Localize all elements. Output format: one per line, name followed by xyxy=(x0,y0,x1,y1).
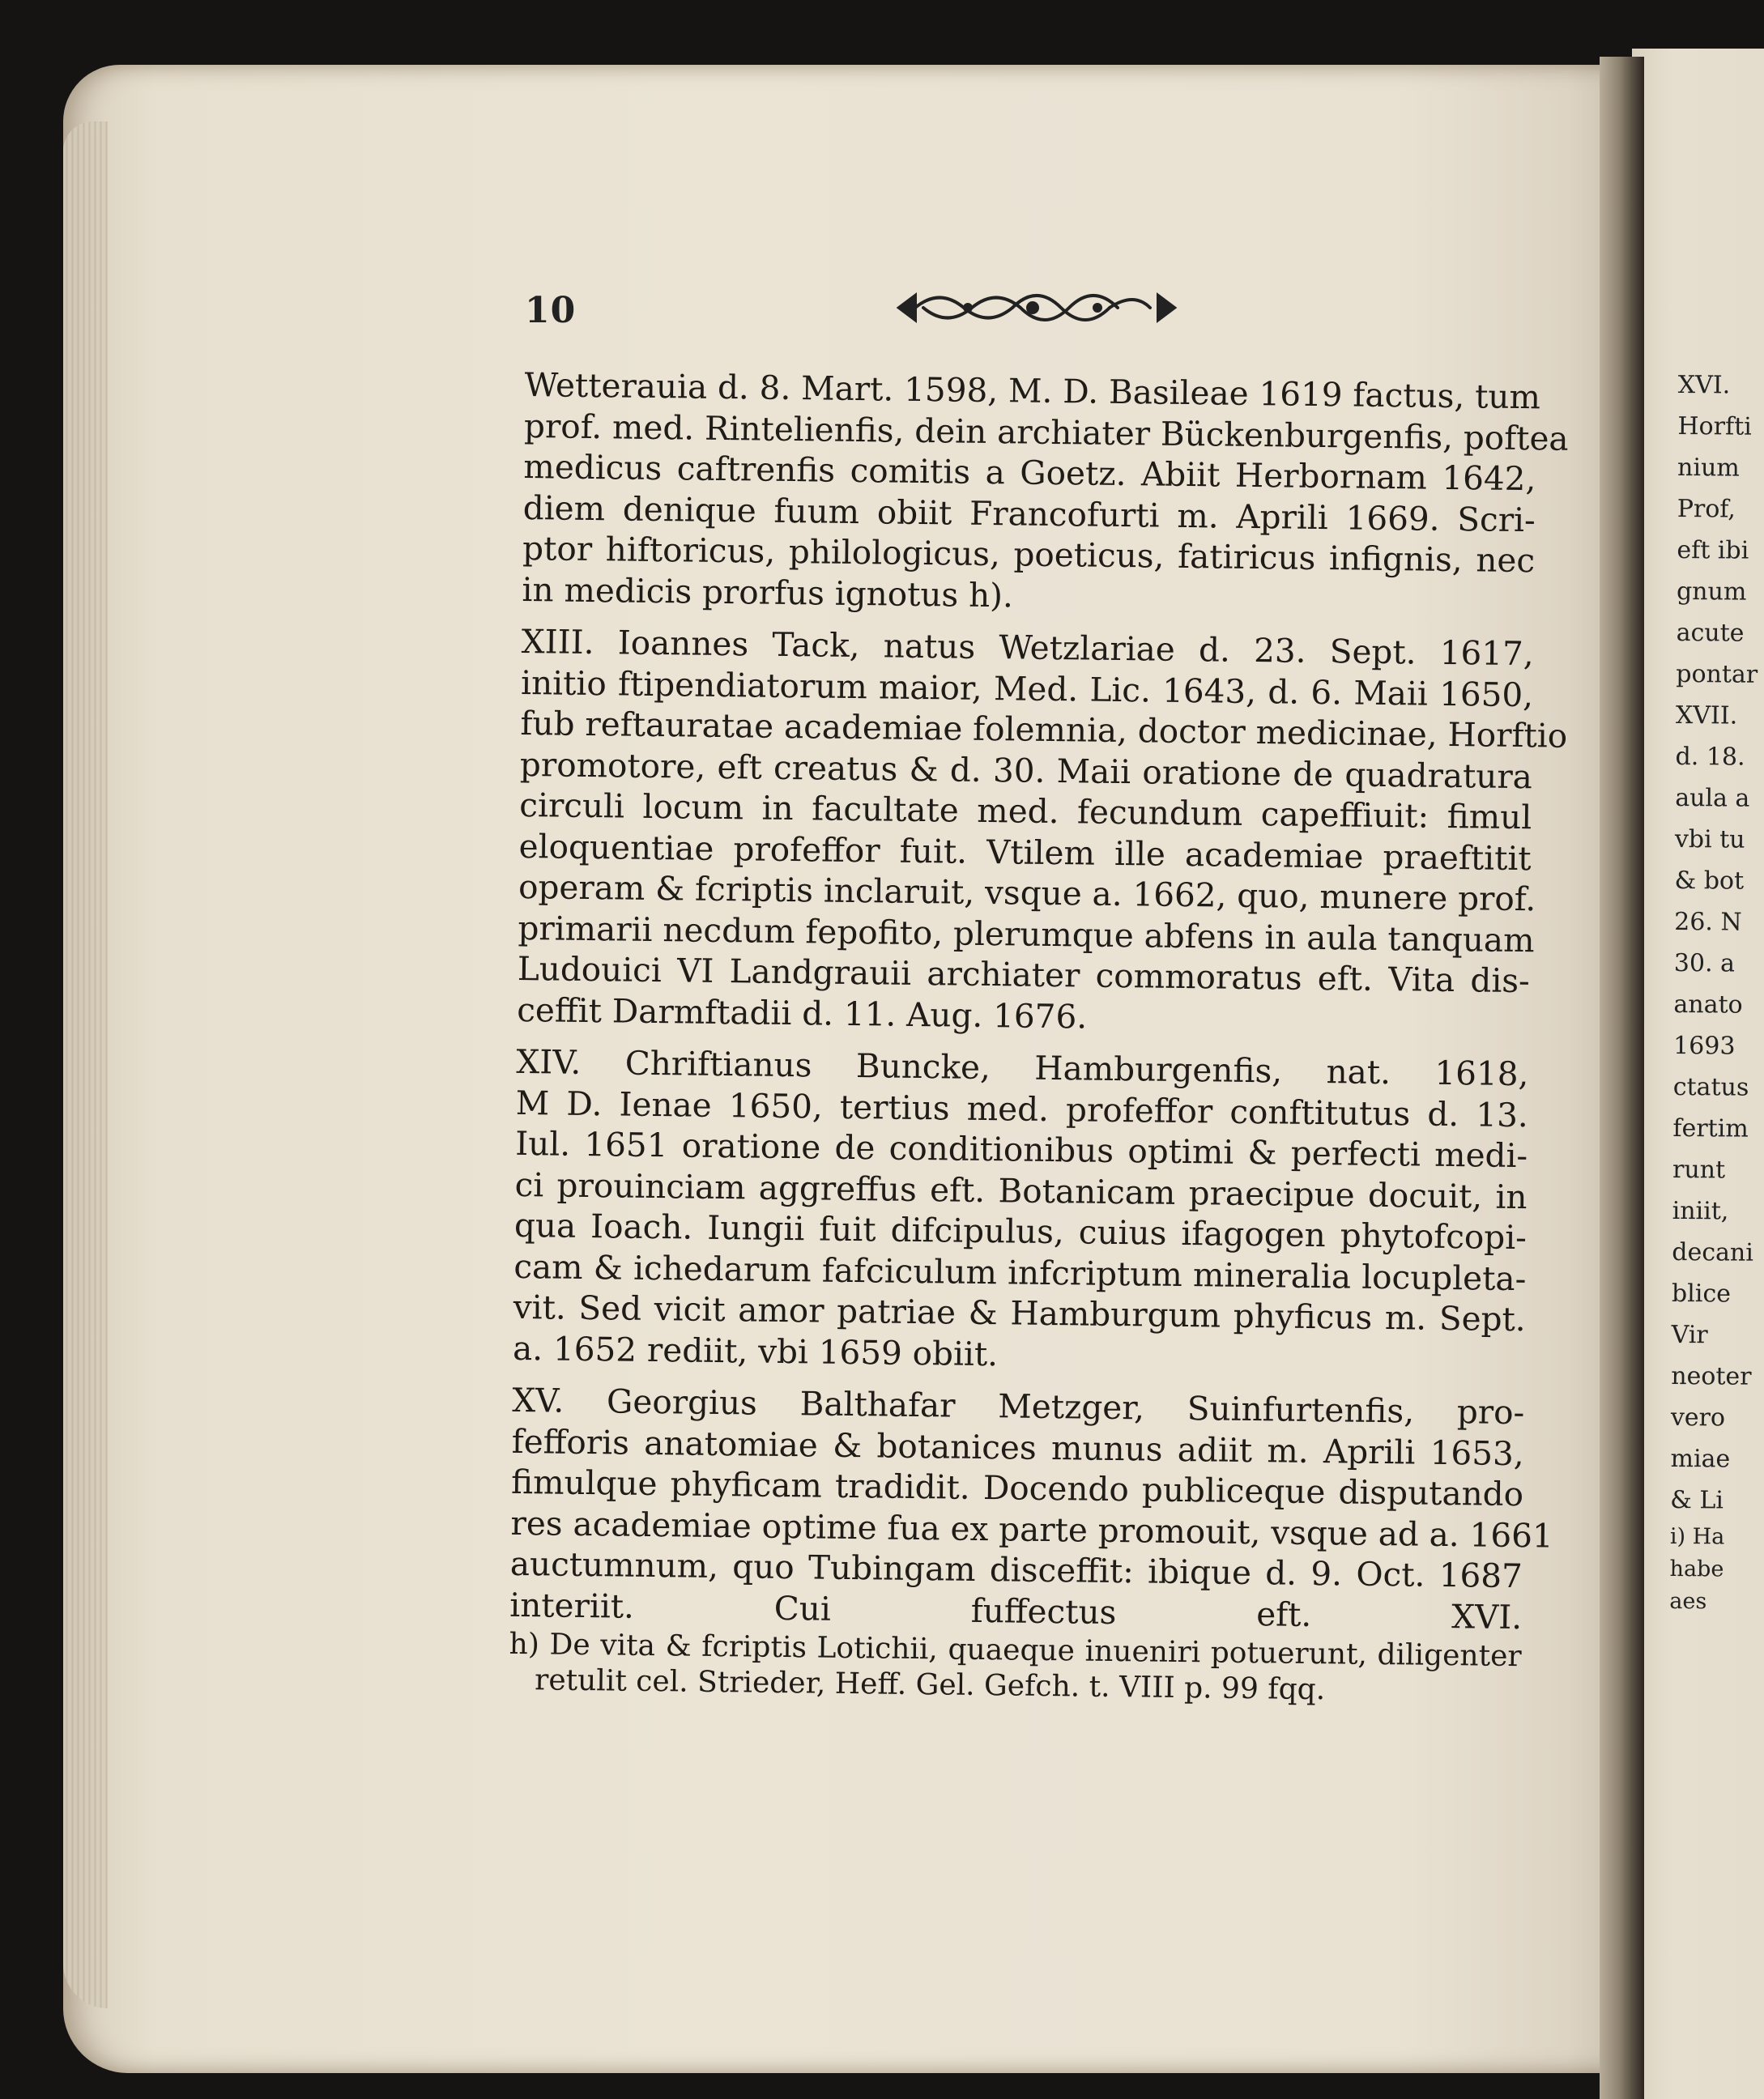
text-line: a. 1652 rediit, vbi 1659 obiit. xyxy=(512,1328,999,1373)
fragment-line: d. 18. xyxy=(1675,742,1745,772)
text-line: XIV. Chriftianus Buncke, Hamburgenfis, nat. 1618, xyxy=(516,1041,1529,1094)
text-line: Iul. 1651 oratione de conditionibus optimi & perfecti medi- xyxy=(514,1123,1528,1176)
text-line: medicus caftrenfis comitis a Goetz. Abiit Herbornam 1642, xyxy=(523,446,1536,499)
text-line: XIII. Ioannes Tack, natus Wetzlariae d. 23. Sept. 1617, xyxy=(521,621,1535,674)
fragment-line: nium xyxy=(1677,453,1740,483)
fragment-line: decani xyxy=(1672,1237,1754,1267)
fragment-line: Vir xyxy=(1671,1320,1708,1350)
page-number: 10 xyxy=(525,290,577,331)
paragraph-xiv xyxy=(513,1041,1529,1381)
fragment-line: vero xyxy=(1670,1403,1726,1433)
fragment-line: ctatus xyxy=(1672,1072,1749,1102)
fragment-line: XVI. xyxy=(1677,370,1731,400)
text-line: ptor hiftoricus, philologicus, poeticus, fatiricus infignis, nec xyxy=(522,528,1536,581)
fragment-line: miae xyxy=(1670,1444,1731,1474)
fragment-line: 30. a xyxy=(1673,948,1736,978)
fragment-line: XVII. xyxy=(1675,700,1738,730)
fragment-line: neoter xyxy=(1671,1361,1752,1391)
text-line: operam & fcriptis inclaruit, vsque a. 1662, quo, munere prof. xyxy=(518,866,1536,919)
text-line: fefforis anatomiae & botanices munus adiit m. Aprili 1653, xyxy=(511,1421,1524,1473)
fragment-footnote-line: aes xyxy=(1669,1588,1707,1615)
text-line: Wetterauia d. 8. Mart. 1598, M. D. Basileae 1619 factus, tum xyxy=(524,364,1541,417)
text-line: eloquentiae profeffor fuit. Vtilem ille academiae praeftitit xyxy=(518,826,1532,878)
fragment-line: vbi tu xyxy=(1674,824,1745,854)
text-line: res academiae optime fua ex parte promouit, vsque ad a. 1661 xyxy=(510,1503,1553,1556)
text-line: vit. Sed vicit amor patriae & Hamburgum phyficus m. Sept. xyxy=(513,1287,1526,1339)
text-line: in medicis prorfus ignotus h). xyxy=(522,569,1014,615)
fragment-line: runt xyxy=(1672,1155,1726,1185)
fragment-line: blice xyxy=(1671,1279,1732,1309)
fragment-footnote-line: habe xyxy=(1669,1556,1724,1582)
fragment-line: Prof, xyxy=(1677,494,1736,524)
text-line: promotore, eft creatus & d. 30. Maii oratione de quadratura xyxy=(519,744,1533,796)
fragment-line: fertim xyxy=(1672,1113,1749,1143)
right-page-fragments xyxy=(1669,364,1764,1619)
book-gutter xyxy=(1600,57,1644,2099)
fragment-line: pontar xyxy=(1676,659,1758,689)
fragment-footnote-line: i) Ha xyxy=(1669,1523,1725,1550)
fragment-line: iniit, xyxy=(1672,1196,1729,1226)
text-line: M D. Ienae 1650, tertius med. profeffor conftitutus d. 13. xyxy=(515,1083,1529,1135)
text-line: qua Ioach. Iungii fuit difcipulus, cuius ifagogen phytofcopi- xyxy=(513,1205,1528,1258)
text-line: Ludouici VI Landgrauii archiater commoratus eft. Vita dis- xyxy=(517,948,1531,1001)
text-line: diem denique fuum obiit Francofurti m. Aprili 1669. Scri- xyxy=(522,487,1536,539)
header-ornament xyxy=(891,283,1182,332)
text-line: auctumnum, quo Tubingam disceffit: ibique d. 9. Oct. 1687 xyxy=(509,1543,1523,1596)
fragment-line: 1693 xyxy=(1673,1031,1736,1061)
text-line: ceffit Darmftadii d. 11. Aug. 1676. xyxy=(516,990,1088,1037)
fragment-line: aula a xyxy=(1675,783,1750,813)
text-line: cam & ichedarum fafciculum infcriptum mineralia locupleta- xyxy=(513,1246,1527,1298)
fragment-line: & bot xyxy=(1674,866,1745,896)
fragment-line: & Li xyxy=(1670,1485,1724,1515)
page-edges xyxy=(63,121,108,2008)
fragment-line: Horfti xyxy=(1677,411,1752,441)
fragment-line: 26. N xyxy=(1674,907,1742,937)
text-line: fimulque phyficam tradidit. Docendo publiceque disputando xyxy=(510,1462,1524,1514)
main-text xyxy=(509,364,1569,1710)
text-line: initio ftipendiatorum maior, Med. Lic. 1643, d. 6. Maii 1650, xyxy=(520,662,1534,714)
text-line: circuli locum in facultate med. fecundum capeffiuit: fimul xyxy=(519,785,1532,837)
text-line: interiit. Cui fuffectus eft. XVI. xyxy=(509,1585,1523,1637)
paragraph-xiii xyxy=(516,621,1568,1042)
footnote-line: retulit cel. Strieder, Heff. Gel. Gefch. t. VIII p. 99 fqq. xyxy=(534,1663,1326,1707)
paragraph-continuation xyxy=(522,364,1569,622)
fragment-line: gnum xyxy=(1676,577,1747,607)
paragraph-xv xyxy=(509,1380,1553,1637)
text-line: prof. med. Rintelienfis, dein archiater Bückenburgenfis, poftea xyxy=(523,406,1569,458)
text-line: fub reftauratae academiae folemnia, doctor medicinae, Horftio xyxy=(520,703,1568,756)
text-line: primarii necdum fepofito, plerumque abfens in aula tanquam xyxy=(518,908,1535,960)
text-line: ci prouinciam aggreffus eft. Botanicam praecipue docuit, in xyxy=(514,1164,1528,1216)
fragment-line: eft ibi xyxy=(1677,535,1749,565)
text-line: XV. Georgius Balthafar Metzger, Suinfurtenfis, pro- xyxy=(512,1380,1525,1433)
footnote-line: h) De vita & fcriptis Lotichii, quaeque inueniri potuerunt, diligenter xyxy=(509,1627,1522,1674)
fragment-line: anato xyxy=(1673,990,1743,1020)
fragment-line: acute xyxy=(1676,618,1745,648)
footnote xyxy=(509,1627,1522,1710)
